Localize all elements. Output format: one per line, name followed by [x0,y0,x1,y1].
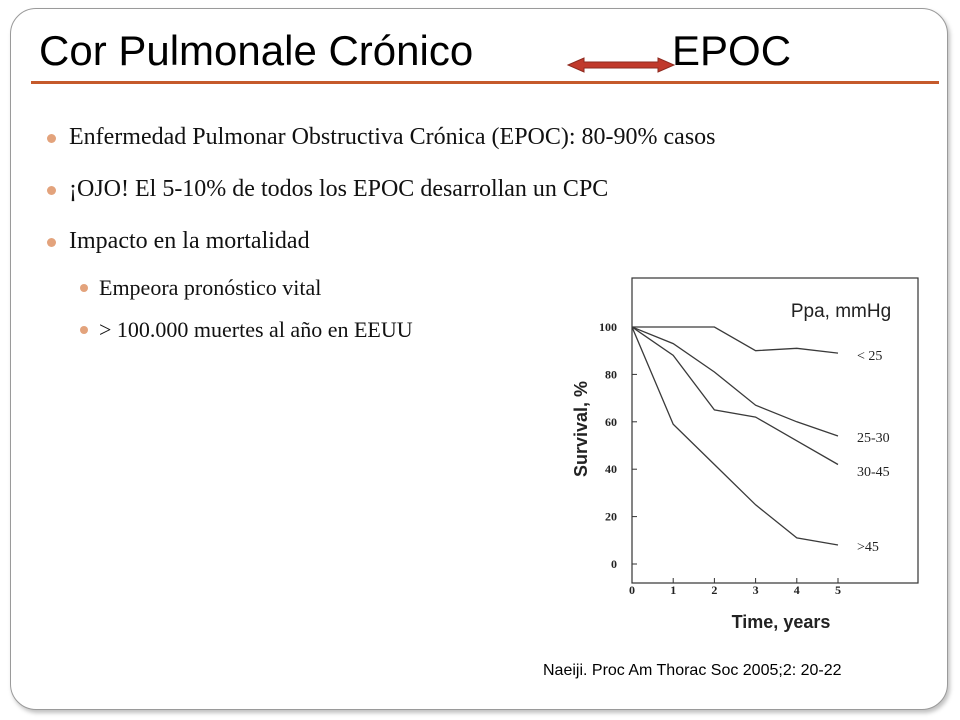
sub-bullet-dot-icon [80,326,88,334]
series-label: < 25 [857,349,883,364]
x-tick-label: 5 [835,583,841,597]
x-tick-label: 1 [670,583,677,597]
series-label: 30-45 [857,465,890,480]
y-tick-label: 20 [605,509,617,524]
sub-bullet-item [99,317,413,343]
bullet-dot-icon [47,186,56,195]
sub-bullet-text: > 100.000 muertes al año en EEUU [99,317,413,342]
y-tick-label: 60 [605,414,617,429]
title-divider [31,81,939,84]
x-tick-label: 0 [629,583,635,597]
slide [10,8,948,710]
bullet-text: Enfermedad Pulmonar Obstructiva Crónica (EPOC): 80-90% casos [69,124,716,150]
x-tick-label: 2 [711,583,718,597]
series-line [632,327,838,545]
sub-bullet-dot-icon [80,284,88,292]
x-tick-label: 4 [793,583,800,597]
citation: Naeiji. Proc Am Thorac Soc 2005;2: 20-22 [543,662,842,679]
x-tick-label: 3 [752,583,759,597]
survival-chart [541,264,931,639]
bullet-text: Impacto en la mortalidad [69,228,310,254]
sub-bullet-text: Empeora pronóstico vital [99,275,322,300]
slide-title [39,27,919,87]
y-tick-label: 80 [605,367,617,382]
bullet-text: ¡OJO! El 5-10% de todos los EPOC desarrollan un CPC [69,176,609,202]
double-arrow-icon [566,57,676,73]
series-line [632,327,838,465]
y-tick-label: 100 [599,320,617,334]
bullet-item [69,228,310,255]
bullet-item [69,176,608,203]
series-label: 25-30 [857,431,890,446]
bullet-dot-icon [47,238,56,247]
title-right-text: EPOC [672,27,792,74]
y-tick-label: 0 [611,557,617,571]
y-axis-label: Survival, % [571,380,591,478]
survival-chart-svg [541,264,931,639]
bullet-dot-icon [47,134,56,143]
series-line [632,327,838,436]
title-left-text: Cor Pulmonale Crónico [39,27,474,74]
legend-title: Ppa, mmHg [790,301,892,322]
x-axis-label: Time, years [731,612,831,632]
sub-bullet-item [99,275,321,301]
bullet-item [69,124,716,151]
y-tick-label: 40 [605,462,617,477]
series-label: >45 [857,540,879,555]
